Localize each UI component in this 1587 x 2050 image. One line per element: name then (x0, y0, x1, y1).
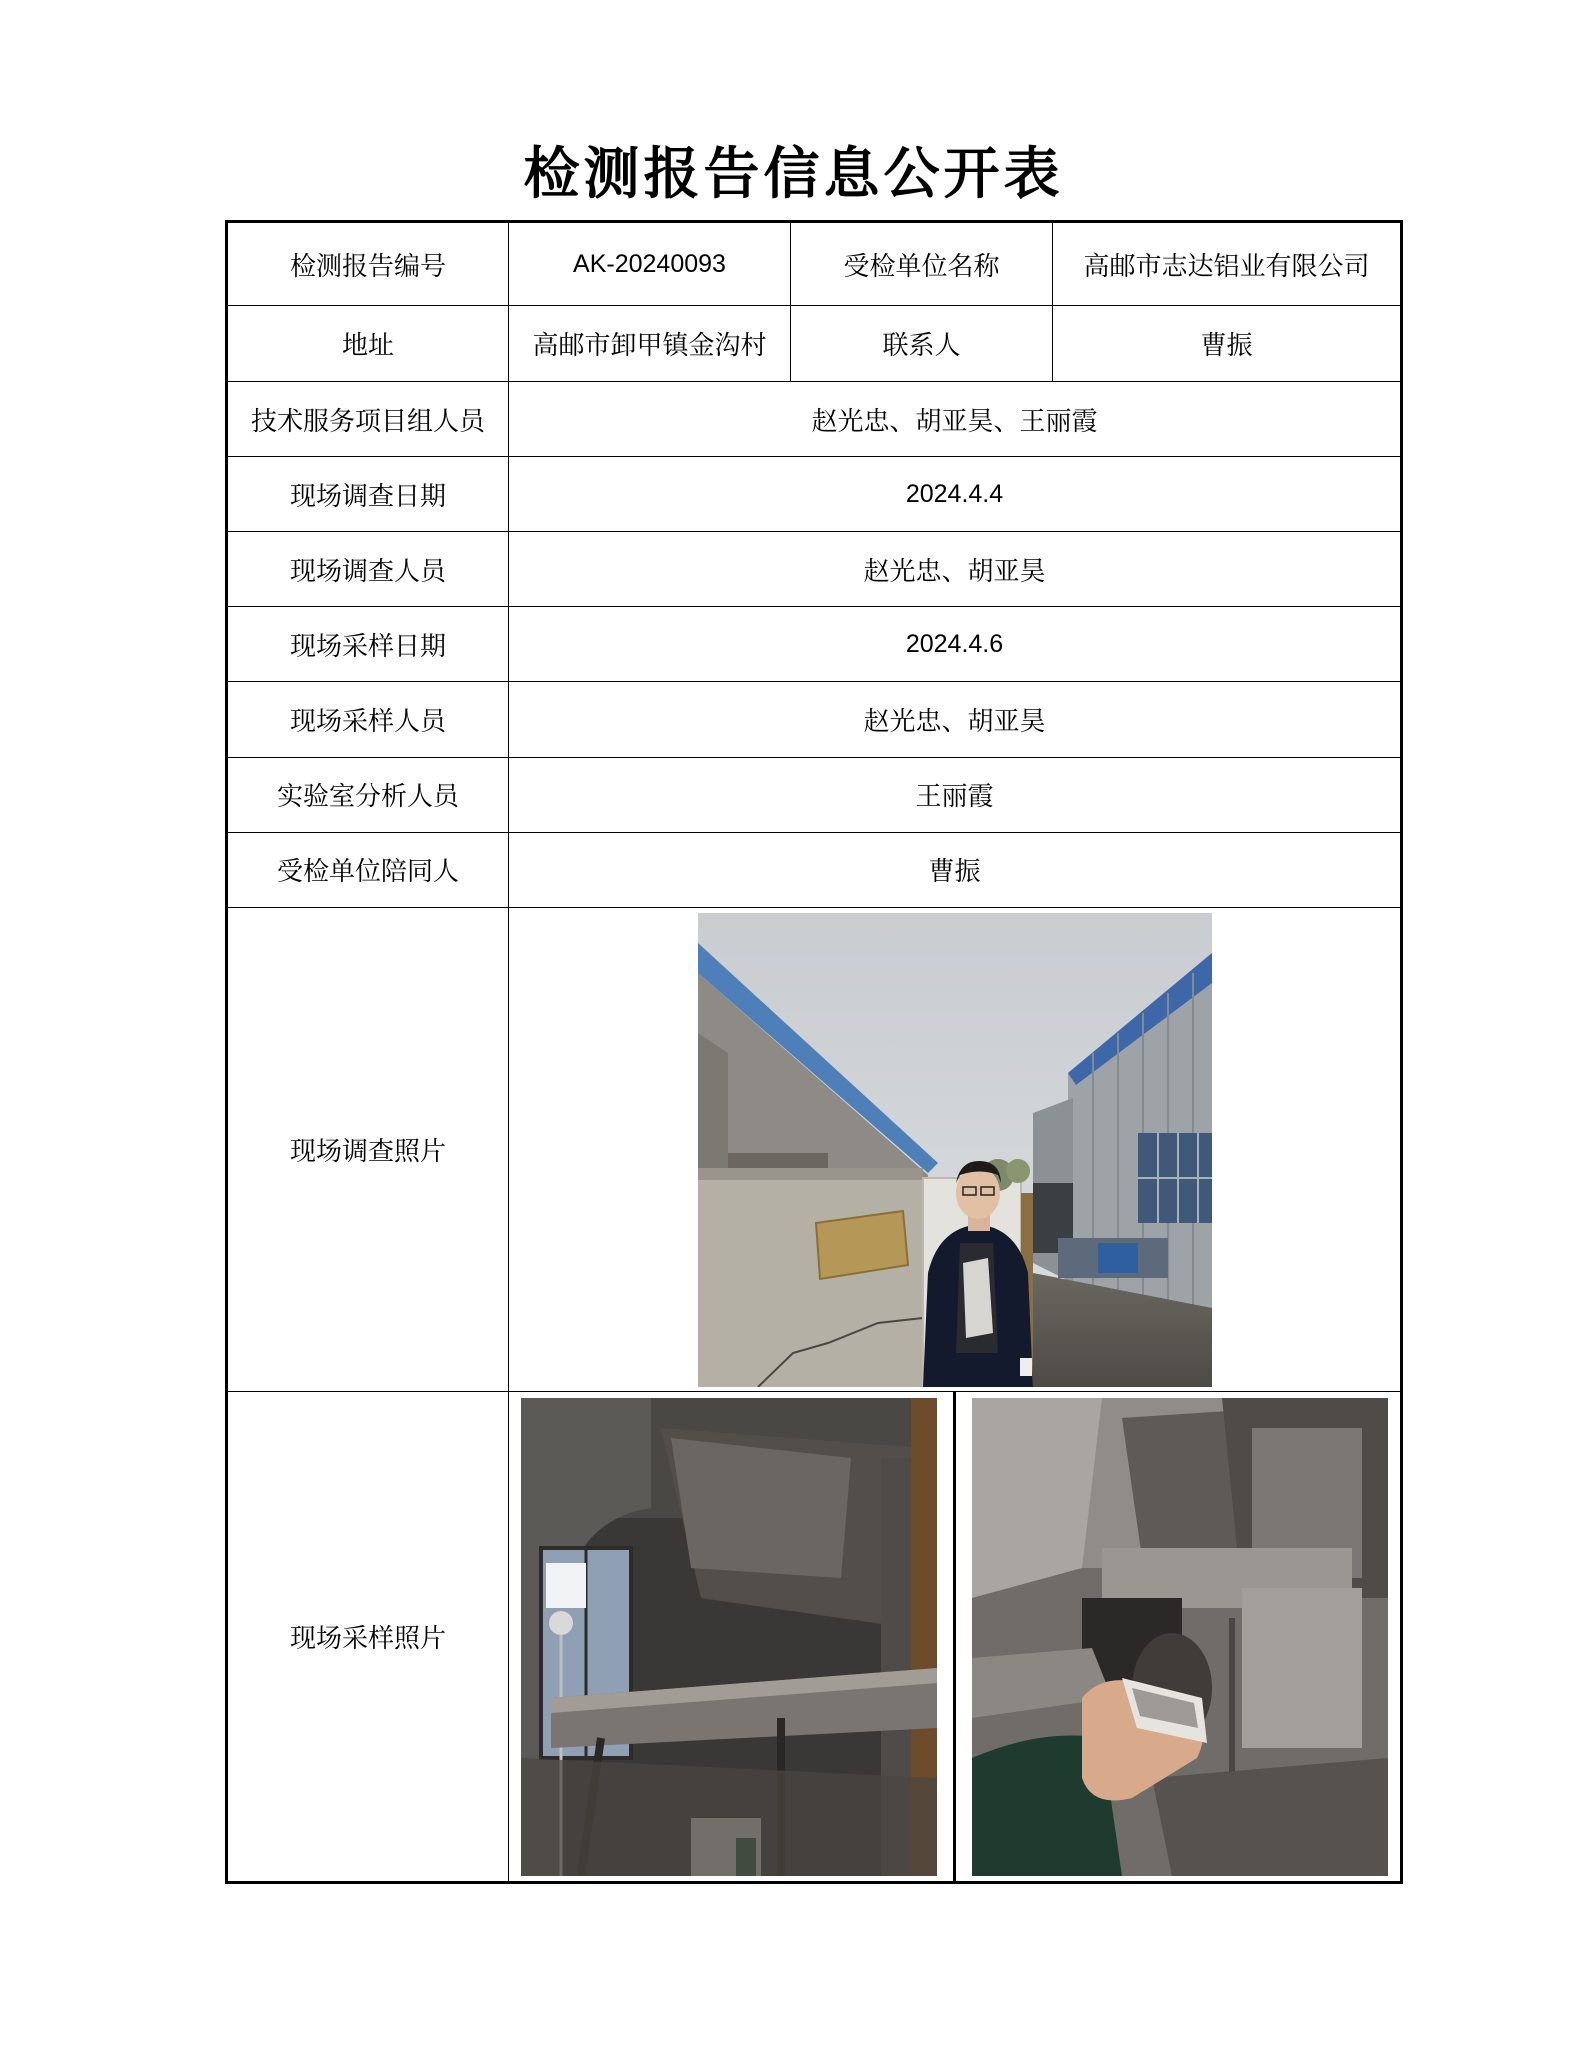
sampling-photo-left (521, 1398, 937, 1876)
table-row (227, 532, 1402, 607)
team-label: 技术服务项目组人员 (227, 382, 509, 457)
sampling-staff-label: 现场采样人员 (227, 682, 509, 757)
table-row (227, 306, 1402, 382)
escort-value: 曹振 (509, 832, 1402, 907)
table-row (227, 607, 1402, 682)
sampling-photos (509, 1392, 1400, 1881)
lab-staff-value: 王丽霞 (509, 757, 1402, 832)
survey-photo (698, 913, 1212, 1387)
info-table (225, 220, 1403, 1884)
table-row (227, 832, 1402, 907)
lab-staff-label: 实验室分析人员 (227, 757, 509, 832)
report-no-value: AK-20240093 (509, 222, 791, 306)
survey-staff-label: 现场调查人员 (227, 532, 509, 607)
table-row (227, 907, 1402, 1392)
page-title: 检测报告信息公开表 (523, 142, 1064, 207)
escort-label: 受检单位陪同人 (227, 832, 509, 907)
sampling-date-value: 2024.4.6 (509, 607, 1402, 682)
survey-photo-cell (509, 907, 1402, 1392)
address-label: 地址 (227, 306, 509, 382)
survey-date-value: 2024.4.4 (509, 457, 1402, 532)
contact-value: 曹振 (1053, 306, 1402, 382)
table-row (227, 682, 1402, 757)
table-row (227, 1392, 1402, 1883)
unit-name-value: 高邮市志达铝业有限公司 (1053, 222, 1402, 306)
survey-staff-value: 赵光忠、胡亚昊 (509, 532, 1402, 607)
sampling-photo-right (972, 1398, 1388, 1876)
table-row (227, 457, 1402, 532)
photo-divider (953, 1392, 956, 1881)
team-value: 赵光忠、胡亚昊、王丽霞 (509, 382, 1402, 457)
unit-name-label: 受检单位名称 (791, 222, 1053, 306)
sampling-photo-cell (509, 1392, 1402, 1883)
survey-date-label: 现场调查日期 (227, 457, 509, 532)
address-value: 高邮市卸甲镇金沟村 (509, 306, 791, 382)
survey-photo-label: 现场调查照片 (227, 907, 509, 1392)
sampling-date-label: 现场采样日期 (227, 607, 509, 682)
report-no-label: 检测报告编号 (227, 222, 509, 306)
contact-label: 联系人 (791, 306, 1053, 382)
table-row (227, 382, 1402, 457)
sampling-photo-label: 现场采样照片 (227, 1392, 509, 1883)
table-row (227, 222, 1402, 306)
sampling-staff-value: 赵光忠、胡亚昊 (509, 682, 1402, 757)
table-row (227, 757, 1402, 832)
